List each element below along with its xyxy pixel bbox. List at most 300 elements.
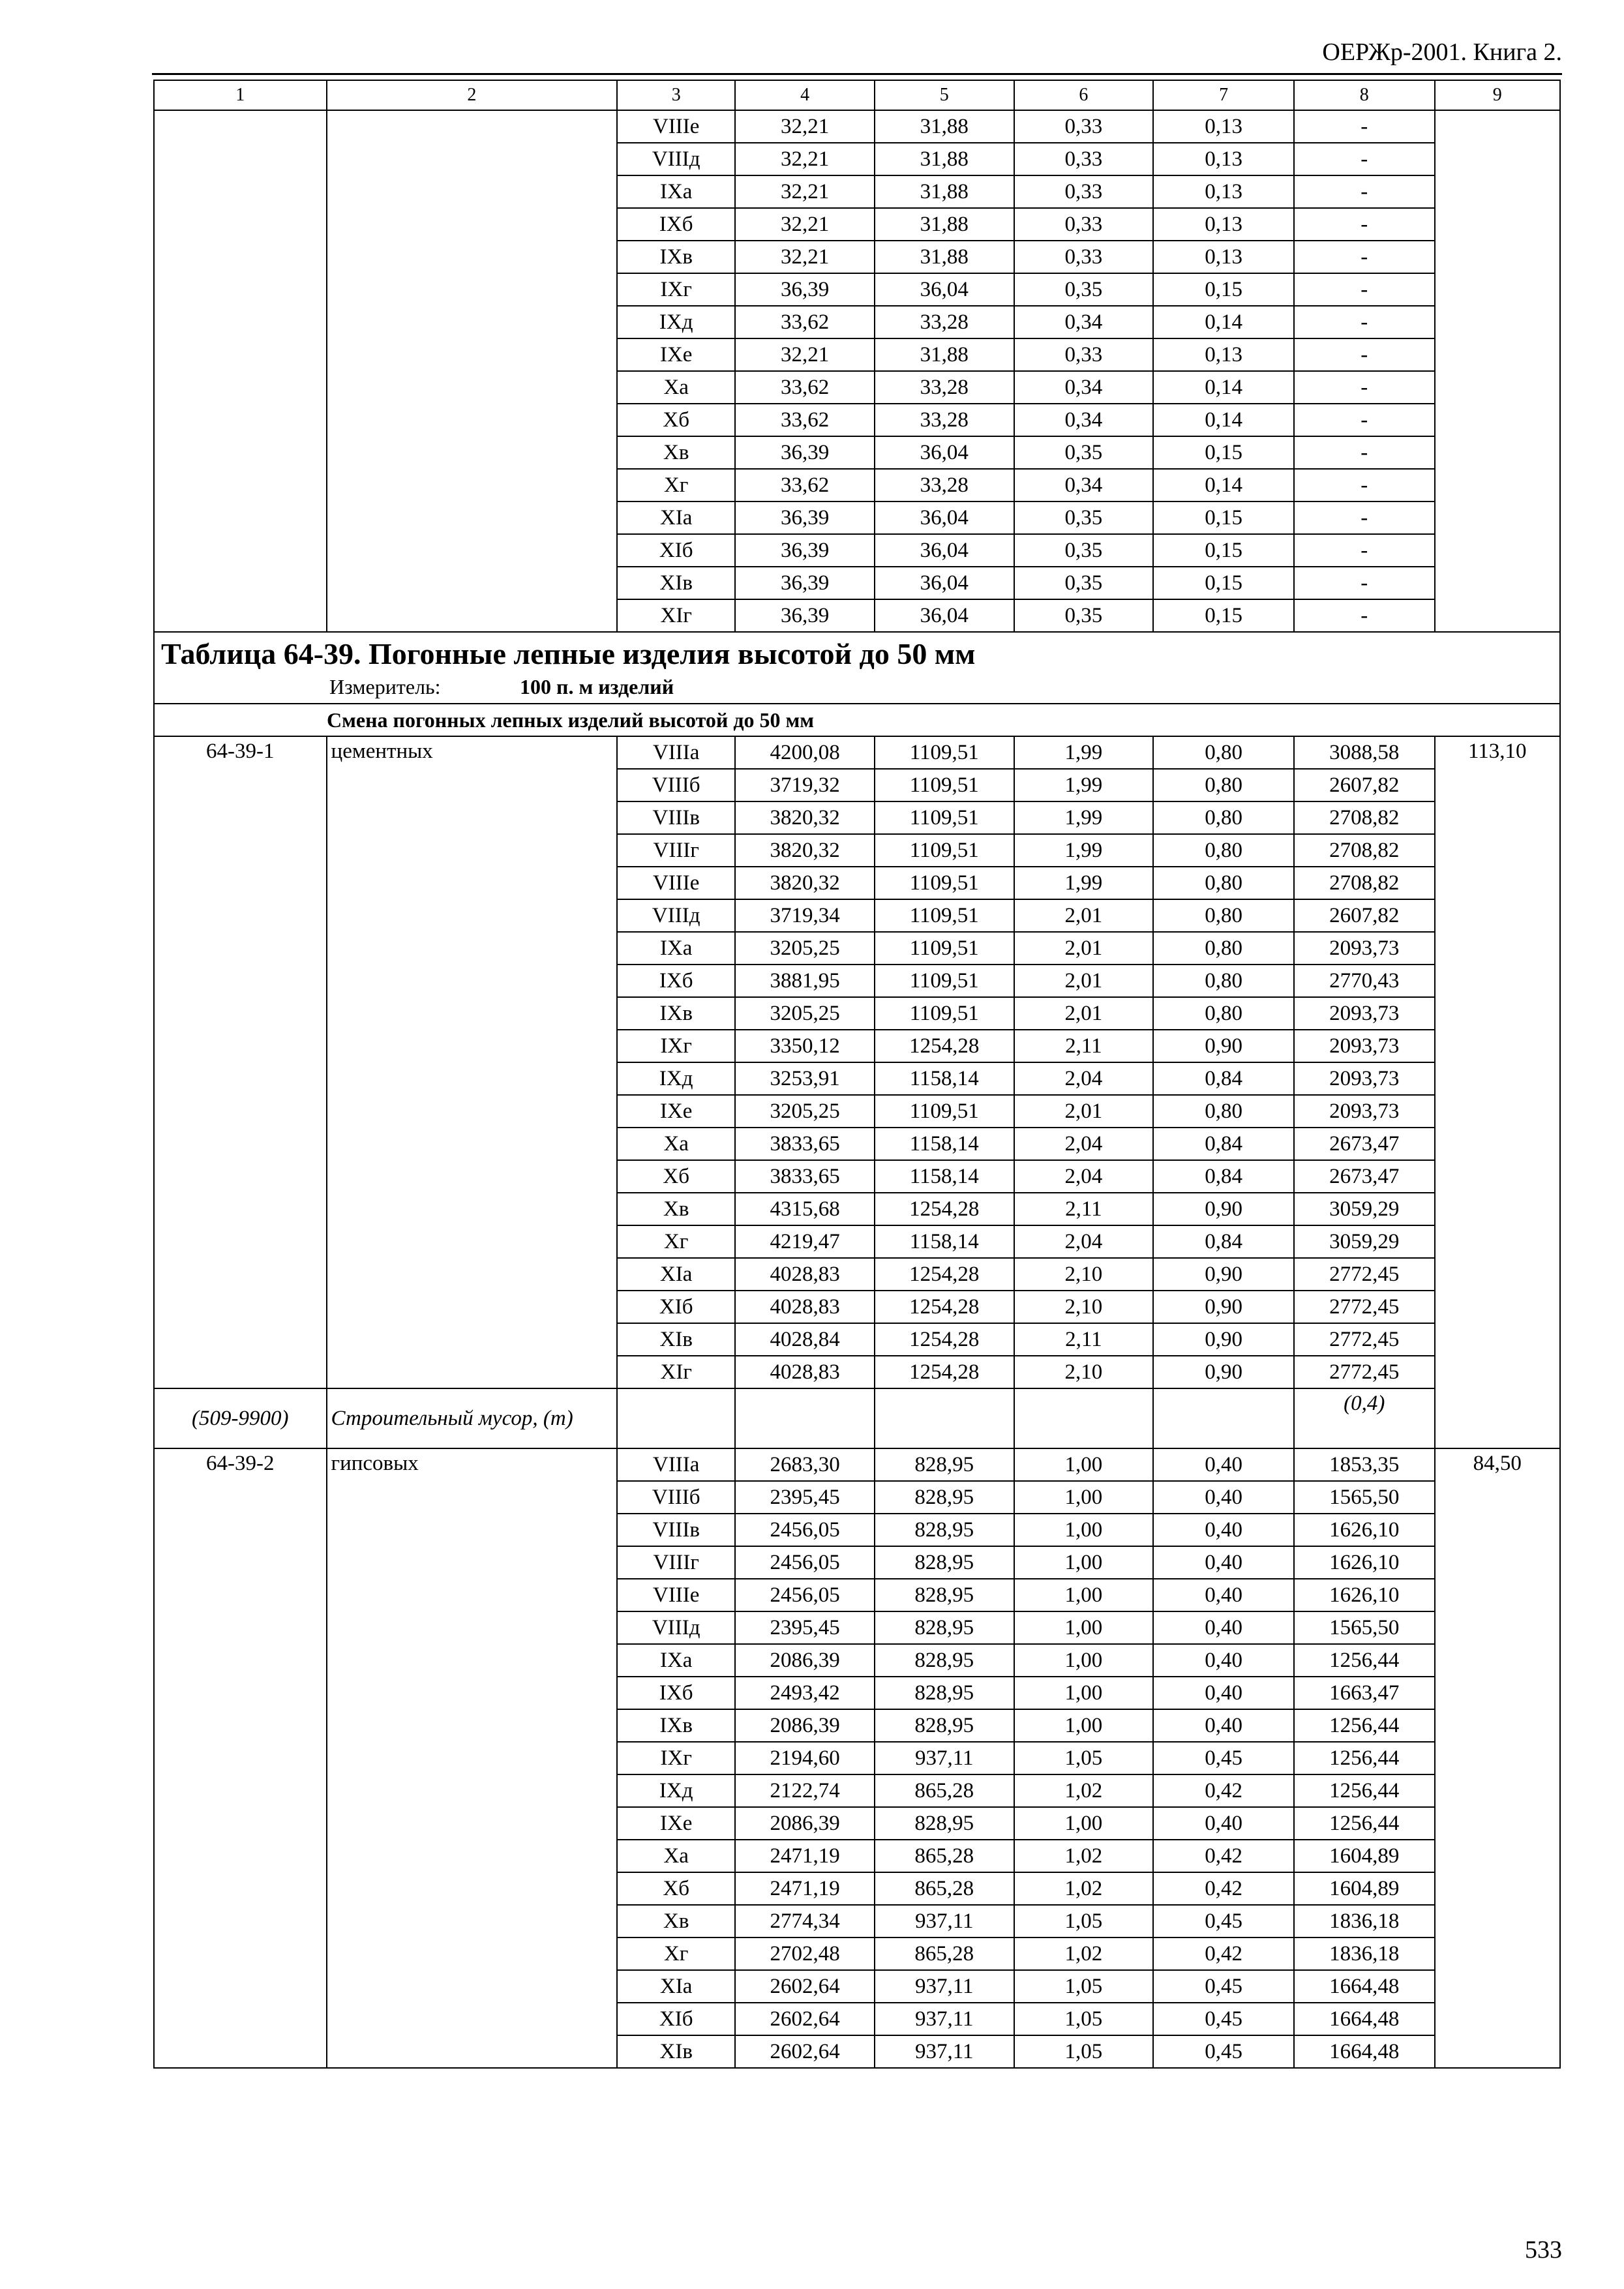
item-col9-value: 84,50: [1435, 1448, 1560, 2068]
region-zone-cell: VIIIв: [617, 801, 735, 834]
machine-cost-cell: 1,99: [1014, 769, 1154, 801]
materials-cost-cell: -: [1294, 371, 1435, 404]
machine-cost-cell: 1,05: [1014, 2003, 1154, 2035]
machine-cost-cell: 0,35: [1014, 534, 1154, 567]
labor-cost-cell: 828,95: [875, 1611, 1014, 1644]
machine-cost-cell: 2,04: [1014, 1128, 1154, 1160]
labor-cost-cell: 937,11: [875, 1970, 1014, 2003]
region-zone-cell: Xб: [617, 1160, 735, 1193]
direct-cost-cell: 32,21: [735, 143, 875, 175]
machine-cost-cell: 0,33: [1014, 175, 1154, 208]
labor-cost-cell: 1109,51: [875, 1095, 1014, 1128]
region-zone-cell: VIIIг: [617, 1546, 735, 1579]
labor-cost-cell: 1254,28: [875, 1323, 1014, 1356]
materials-cost-cell: 2673,47: [1294, 1160, 1435, 1193]
machinist-wage-cell: 0,42: [1153, 1937, 1294, 1970]
labor-cost-cell: 828,95: [875, 1677, 1014, 1709]
labor-cost-cell: 865,28: [875, 1872, 1014, 1905]
column-number: 6: [1014, 80, 1154, 110]
machinist-wage-cell: 0,40: [1153, 1709, 1294, 1742]
labor-cost-cell: 828,95: [875, 1481, 1014, 1514]
machine-cost-cell: 1,02: [1014, 1774, 1154, 1807]
direct-cost-cell: 2493,42: [735, 1677, 875, 1709]
materials-cost-cell: 2093,73: [1294, 997, 1435, 1030]
debris-value: (0,4): [1294, 1388, 1435, 1448]
machinist-wage-cell: 0,45: [1153, 1970, 1294, 2003]
machine-cost-cell: 2,01: [1014, 932, 1154, 965]
direct-cost-cell: 36,39: [735, 599, 875, 632]
labor-cost-cell: 1109,51: [875, 834, 1014, 867]
machinist-wage-cell: 0,80: [1153, 932, 1294, 965]
machinist-wage-cell: 0,80: [1153, 965, 1294, 997]
machine-cost-cell: 0,34: [1014, 469, 1154, 501]
machinist-wage-cell: 0,13: [1153, 338, 1294, 371]
labor-cost-cell: 1109,51: [875, 965, 1014, 997]
region-zone-cell: IXб: [617, 965, 735, 997]
header-rule: [152, 73, 1562, 75]
direct-cost-cell: 3719,34: [735, 899, 875, 932]
direct-cost-cell: 3719,32: [735, 769, 875, 801]
machinist-wage-cell: 0,84: [1153, 1160, 1294, 1193]
machine-cost-cell: 1,02: [1014, 1840, 1154, 1872]
materials-cost-cell: 1626,10: [1294, 1546, 1435, 1579]
machinist-wage-cell: 0,90: [1153, 1291, 1294, 1323]
region-zone-cell: VIIIа: [617, 1448, 735, 1481]
direct-cost-cell: 32,21: [735, 110, 875, 143]
labor-cost-cell: 33,28: [875, 371, 1014, 404]
materials-cost-cell: 1256,44: [1294, 1742, 1435, 1774]
region-zone-cell: Xв: [617, 1905, 735, 1937]
region-zone-cell: XIб: [617, 534, 735, 567]
machinist-wage-cell: 0,80: [1153, 769, 1294, 801]
machine-cost-cell: 1,05: [1014, 1970, 1154, 2003]
labor-cost-cell: 33,28: [875, 404, 1014, 436]
direct-cost-cell: 3881,95: [735, 965, 875, 997]
region-zone-cell: Xа: [617, 371, 735, 404]
machine-cost-cell: 1,00: [1014, 1709, 1154, 1742]
region-zone-cell: Xв: [617, 1193, 735, 1225]
machine-cost-cell: 2,11: [1014, 1193, 1154, 1225]
direct-cost-cell: 32,21: [735, 175, 875, 208]
direct-cost-cell: 2456,05: [735, 1514, 875, 1546]
direct-cost-cell: 2471,19: [735, 1872, 875, 1905]
machinist-wage-cell: 0,40: [1153, 1481, 1294, 1514]
region-zone-cell: IXд: [617, 1774, 735, 1807]
materials-cost-cell: 2708,82: [1294, 867, 1435, 899]
region-zone-cell: VIIIе: [617, 1579, 735, 1611]
labor-cost-cell: 1109,51: [875, 997, 1014, 1030]
direct-cost-cell: 2456,05: [735, 1579, 875, 1611]
region-zone-cell: IXд: [617, 306, 735, 338]
table-title-row: [154, 632, 1560, 704]
materials-cost-cell: 1664,48: [1294, 1970, 1435, 2003]
machine-cost-cell: 0,33: [1014, 143, 1154, 175]
direct-cost-cell: 33,62: [735, 371, 875, 404]
direct-cost-cell: 3350,12: [735, 1030, 875, 1062]
region-zone-cell: XIв: [617, 1323, 735, 1356]
region-zone-cell: VIIIд: [617, 143, 735, 175]
column-number: 8: [1294, 80, 1435, 110]
materials-cost-cell: -: [1294, 436, 1435, 469]
direct-cost-cell: 2122,74: [735, 1774, 875, 1807]
region-zone-cell: XIв: [617, 2035, 735, 2068]
table-title: Таблица 64-39. Погонные лепные изделия высотой до 50 мм: [161, 637, 976, 670]
machine-cost-cell: 2,04: [1014, 1160, 1154, 1193]
region-zone-cell: IXе: [617, 1095, 735, 1128]
direct-cost-cell: 2602,64: [735, 2003, 875, 2035]
direct-cost-cell: 4315,68: [735, 1193, 875, 1225]
materials-cost-cell: -: [1294, 306, 1435, 338]
region-zone-cell: Xа: [617, 1128, 735, 1160]
region-zone-cell: VIIIд: [617, 899, 735, 932]
materials-cost-cell: -: [1294, 599, 1435, 632]
machinist-wage-cell: 0,42: [1153, 1840, 1294, 1872]
labor-cost-cell: 1254,28: [875, 1193, 1014, 1225]
machine-cost-cell: 1,00: [1014, 1677, 1154, 1709]
direct-cost-cell: 4200,08: [735, 736, 875, 769]
materials-cost-cell: -: [1294, 208, 1435, 241]
direct-cost-cell: 3205,25: [735, 1095, 875, 1128]
machine-cost-cell: 1,00: [1014, 1546, 1154, 1579]
direct-cost-cell: 2456,05: [735, 1546, 875, 1579]
direct-cost-cell: 4028,83: [735, 1291, 875, 1323]
materials-cost-cell: -: [1294, 404, 1435, 436]
machine-cost-cell: 2,01: [1014, 1095, 1154, 1128]
region-zone-cell: XIг: [617, 1356, 735, 1388]
materials-cost-cell: 2708,82: [1294, 801, 1435, 834]
direct-cost-cell: 36,39: [735, 273, 875, 306]
materials-cost-cell: -: [1294, 241, 1435, 273]
direct-cost-cell: 4028,84: [735, 1323, 875, 1356]
machine-cost-cell: 1,00: [1014, 1644, 1154, 1677]
machinist-wage-cell: 0,40: [1153, 1546, 1294, 1579]
materials-cost-cell: 1626,10: [1294, 1579, 1435, 1611]
machine-cost-cell: 0,34: [1014, 404, 1154, 436]
region-zone-cell: IXв: [617, 1709, 735, 1742]
machinist-wage-cell: 0,90: [1153, 1323, 1294, 1356]
empty-cell: [1153, 1388, 1294, 1448]
region-zone-cell: VIIIе: [617, 110, 735, 143]
materials-cost-cell: 2093,73: [1294, 1062, 1435, 1095]
machine-cost-cell: 0,35: [1014, 599, 1154, 632]
debris-row: [154, 1388, 1560, 1448]
direct-cost-cell: 2086,39: [735, 1709, 875, 1742]
code-cell-empty: [154, 110, 327, 632]
machine-cost-cell: 1,00: [1014, 1514, 1154, 1546]
table-heading: [154, 632, 1560, 704]
item-col9-value: 113,10: [1435, 736, 1560, 1448]
machine-cost-cell: 2,04: [1014, 1062, 1154, 1095]
materials-cost-cell: 1836,18: [1294, 1905, 1435, 1937]
region-zone-cell: XIа: [617, 501, 735, 534]
direct-cost-cell: 36,39: [735, 567, 875, 599]
labor-cost-cell: 36,04: [875, 501, 1014, 534]
direct-cost-cell: 2194,60: [735, 1742, 875, 1774]
labor-cost-cell: 33,28: [875, 469, 1014, 501]
machinist-wage-cell: 0,14: [1153, 371, 1294, 404]
region-zone-cell: XIв: [617, 567, 735, 599]
rates-table: [153, 80, 1561, 2069]
labor-cost-cell: 31,88: [875, 110, 1014, 143]
labor-cost-cell: 828,95: [875, 1709, 1014, 1742]
region-zone-cell: IXб: [617, 208, 735, 241]
materials-cost-cell: 1565,50: [1294, 1481, 1435, 1514]
machine-cost-cell: 1,02: [1014, 1937, 1154, 1970]
machine-cost-cell: 2,10: [1014, 1291, 1154, 1323]
debris-name-cell: [327, 1388, 618, 1448]
direct-cost-cell: 3205,25: [735, 932, 875, 965]
materials-cost-cell: 2708,82: [1294, 834, 1435, 867]
region-zone-cell: Xб: [617, 404, 735, 436]
region-zone-cell: IXг: [617, 1030, 735, 1062]
materials-cost-cell: 1626,10: [1294, 1514, 1435, 1546]
materials-cost-cell: 1256,44: [1294, 1774, 1435, 1807]
direct-cost-cell: 3205,25: [735, 997, 875, 1030]
machinist-wage-cell: 0,15: [1153, 534, 1294, 567]
name-cell-empty: [327, 110, 618, 632]
column-number: 4: [735, 80, 875, 110]
machine-cost-cell: 1,99: [1014, 867, 1154, 899]
materials-cost-cell: -: [1294, 175, 1435, 208]
direct-cost-cell: 36,39: [735, 436, 875, 469]
column-number-row: [154, 80, 1560, 110]
region-zone-cell: IXа: [617, 175, 735, 208]
region-zone-cell: VIIIа: [617, 736, 735, 769]
section-title: Смена погонных лепных изделий высотой до 50 мм: [154, 704, 1560, 736]
labor-cost-cell: 1109,51: [875, 801, 1014, 834]
region-zone-cell: VIIIе: [617, 867, 735, 899]
materials-cost-cell: -: [1294, 338, 1435, 371]
column-number: 1: [154, 80, 327, 110]
labor-cost-cell: 1254,28: [875, 1030, 1014, 1062]
labor-cost-cell: 1109,51: [875, 769, 1014, 801]
region-zone-cell: IXа: [617, 1644, 735, 1677]
materials-cost-cell: -: [1294, 143, 1435, 175]
labor-cost-cell: 1109,51: [875, 867, 1014, 899]
region-zone-cell: IXв: [617, 997, 735, 1030]
labor-cost-cell: 31,88: [875, 143, 1014, 175]
direct-cost-cell: 4028,83: [735, 1258, 875, 1291]
materials-cost-cell: 1664,48: [1294, 2003, 1435, 2035]
machinist-wage-cell: 0,45: [1153, 1905, 1294, 1937]
machinist-wage-cell: 0,80: [1153, 736, 1294, 769]
region-zone-cell: IXа: [617, 932, 735, 965]
materials-cost-cell: 1604,89: [1294, 1872, 1435, 1905]
direct-cost-cell: 2683,30: [735, 1448, 875, 1481]
machine-cost-cell: 0,33: [1014, 241, 1154, 273]
table-row: [154, 1448, 1560, 1481]
labor-cost-cell: 937,11: [875, 2003, 1014, 2035]
machine-cost-cell: 0,35: [1014, 501, 1154, 534]
labor-cost-cell: 937,11: [875, 1905, 1014, 1937]
materials-cost-cell: 3059,29: [1294, 1193, 1435, 1225]
empty-cell: [617, 1388, 735, 1448]
machine-cost-cell: 1,00: [1014, 1448, 1154, 1481]
empty-cell: [735, 1388, 875, 1448]
machinist-wage-cell: 0,15: [1153, 567, 1294, 599]
region-zone-cell: Xа: [617, 1840, 735, 1872]
direct-cost-cell: 3253,91: [735, 1062, 875, 1095]
machine-cost-cell: 0,35: [1014, 436, 1154, 469]
machinist-wage-cell: 0,45: [1153, 1742, 1294, 1774]
machine-cost-cell: 2,01: [1014, 965, 1154, 997]
machine-cost-cell: 1,00: [1014, 1611, 1154, 1644]
machinist-wage-cell: 0,45: [1153, 2035, 1294, 2068]
machine-cost-cell: 0,33: [1014, 208, 1154, 241]
machinist-wage-cell: 0,40: [1153, 1677, 1294, 1709]
unit-line: [161, 675, 1553, 699]
item-name: гипсовых: [327, 1448, 618, 2068]
machinist-wage-cell: 0,13: [1153, 241, 1294, 273]
machine-cost-cell: 2,01: [1014, 899, 1154, 932]
labor-cost-cell: 1158,14: [875, 1225, 1014, 1258]
region-zone-cell: XIб: [617, 2003, 735, 2035]
col9-cell-empty: [1435, 110, 1560, 632]
section-row: [154, 704, 1560, 736]
column-number: 5: [875, 80, 1014, 110]
direct-cost-cell: 2774,34: [735, 1905, 875, 1937]
region-zone-cell: XIа: [617, 1258, 735, 1291]
region-zone-cell: IXд: [617, 1062, 735, 1095]
region-zone-cell: Xб: [617, 1872, 735, 1905]
labor-cost-cell: 1254,28: [875, 1291, 1014, 1323]
machine-cost-cell: 1,02: [1014, 1872, 1154, 1905]
machine-cost-cell: 2,01: [1014, 997, 1154, 1030]
region-zone-cell: Xг: [617, 1937, 735, 1970]
machinist-wage-cell: 0,40: [1153, 1448, 1294, 1481]
materials-cost-cell: 2673,47: [1294, 1128, 1435, 1160]
direct-cost-cell: 3820,32: [735, 834, 875, 867]
machinist-wage-cell: 0,84: [1153, 1225, 1294, 1258]
region-zone-cell: XIа: [617, 1970, 735, 2003]
column-number: 9: [1435, 80, 1560, 110]
machinist-wage-cell: 0,90: [1153, 1258, 1294, 1291]
direct-cost-cell: 2471,19: [735, 1840, 875, 1872]
machine-cost-cell: 1,05: [1014, 1742, 1154, 1774]
item-code: 64-39-2: [154, 1448, 327, 2068]
labor-cost-cell: 1109,51: [875, 932, 1014, 965]
machinist-wage-cell: 0,80: [1153, 997, 1294, 1030]
direct-cost-cell: 2086,39: [735, 1807, 875, 1840]
materials-cost-cell: -: [1294, 567, 1435, 599]
materials-cost-cell: 2772,45: [1294, 1323, 1435, 1356]
labor-cost-cell: 1158,14: [875, 1160, 1014, 1193]
machinist-wage-cell: 0,80: [1153, 1095, 1294, 1128]
direct-cost-cell: 2395,45: [735, 1611, 875, 1644]
machinist-wage-cell: 0,80: [1153, 834, 1294, 867]
region-zone-cell: IXг: [617, 273, 735, 306]
direct-cost-cell: 2702,48: [735, 1937, 875, 1970]
machinist-wage-cell: 0,40: [1153, 1611, 1294, 1644]
labor-cost-cell: 828,95: [875, 1448, 1014, 1481]
machinist-wage-cell: 0,15: [1153, 436, 1294, 469]
direct-cost-cell: 33,62: [735, 404, 875, 436]
materials-cost-cell: 1256,44: [1294, 1807, 1435, 1840]
region-zone-cell: XIб: [617, 1291, 735, 1323]
region-zone-cell: VIIIв: [617, 1514, 735, 1546]
labor-cost-cell: 36,04: [875, 534, 1014, 567]
machinist-wage-cell: 0,90: [1153, 1193, 1294, 1225]
column-number: 3: [617, 80, 735, 110]
direct-cost-cell: 3820,32: [735, 867, 875, 899]
machinist-wage-cell: 0,80: [1153, 867, 1294, 899]
direct-cost-cell: 4028,83: [735, 1356, 875, 1388]
table-row: [154, 110, 1560, 143]
direct-cost-cell: 36,39: [735, 501, 875, 534]
materials-cost-cell: 1853,35: [1294, 1448, 1435, 1481]
item-name: цементных: [327, 736, 618, 1388]
machinist-wage-cell: 0,80: [1153, 899, 1294, 932]
materials-cost-cell: 1836,18: [1294, 1937, 1435, 1970]
region-zone-cell: Xг: [617, 1225, 735, 1258]
machinist-wage-cell: 0,13: [1153, 110, 1294, 143]
region-zone-cell: IXе: [617, 338, 735, 371]
materials-cost-cell: 1565,50: [1294, 1611, 1435, 1644]
machine-cost-cell: 0,34: [1014, 306, 1154, 338]
materials-cost-cell: -: [1294, 469, 1435, 501]
labor-cost-cell: 937,11: [875, 1742, 1014, 1774]
machinist-wage-cell: 0,13: [1153, 175, 1294, 208]
materials-cost-cell: 2772,45: [1294, 1291, 1435, 1323]
labor-cost-cell: 828,95: [875, 1807, 1014, 1840]
machinist-wage-cell: 0,40: [1153, 1807, 1294, 1840]
labor-cost-cell: 828,95: [875, 1579, 1014, 1611]
machinist-wage-cell: 0,90: [1153, 1356, 1294, 1388]
machinist-wage-cell: 0,90: [1153, 1030, 1294, 1062]
machinist-wage-cell: 0,15: [1153, 501, 1294, 534]
region-zone-cell: VIIIд: [617, 1611, 735, 1644]
machine-cost-cell: 2,11: [1014, 1030, 1154, 1062]
machinist-wage-cell: 0,40: [1153, 1579, 1294, 1611]
machine-cost-cell: 0,35: [1014, 567, 1154, 599]
machinist-wage-cell: 0,14: [1153, 306, 1294, 338]
empty-cell: [1014, 1388, 1154, 1448]
machinist-wage-cell: 0,84: [1153, 1062, 1294, 1095]
region-zone-cell: Xг: [617, 469, 735, 501]
machine-cost-cell: 2,10: [1014, 1258, 1154, 1291]
materials-cost-cell: 2772,45: [1294, 1258, 1435, 1291]
labor-cost-cell: 31,88: [875, 208, 1014, 241]
region-zone-cell: IXв: [617, 241, 735, 273]
unit-label: Измеритель:: [329, 675, 441, 698]
machine-cost-cell: 1,05: [1014, 1905, 1154, 1937]
machine-cost-cell: 2,11: [1014, 1323, 1154, 1356]
direct-cost-cell: 32,21: [735, 208, 875, 241]
machine-cost-cell: 0,33: [1014, 110, 1154, 143]
labor-cost-cell: 1158,14: [875, 1062, 1014, 1095]
machine-cost-cell: 1,99: [1014, 736, 1154, 769]
materials-cost-cell: 2607,82: [1294, 899, 1435, 932]
machine-cost-cell: 1,00: [1014, 1481, 1154, 1514]
machine-cost-cell: 1,00: [1014, 1579, 1154, 1611]
machine-cost-cell: 1,05: [1014, 2035, 1154, 2068]
direct-cost-cell: 3833,65: [735, 1160, 875, 1193]
debris-code: (509-9900): [154, 1388, 327, 1448]
direct-cost-cell: 33,62: [735, 469, 875, 501]
labor-cost-cell: 1158,14: [875, 1128, 1014, 1160]
column-number: 2: [327, 80, 618, 110]
table-row: [154, 736, 1560, 769]
labor-cost-cell: 828,95: [875, 1514, 1014, 1546]
empty-cell: [875, 1388, 1014, 1448]
labor-cost-cell: 865,28: [875, 1774, 1014, 1807]
machine-cost-cell: 0,34: [1014, 371, 1154, 404]
machine-cost-cell: 2,04: [1014, 1225, 1154, 1258]
direct-cost-cell: 3833,65: [735, 1128, 875, 1160]
item-code: 64-39-1: [154, 736, 327, 1388]
materials-cost-cell: 2770,43: [1294, 965, 1435, 997]
materials-cost-cell: 2093,73: [1294, 1095, 1435, 1128]
